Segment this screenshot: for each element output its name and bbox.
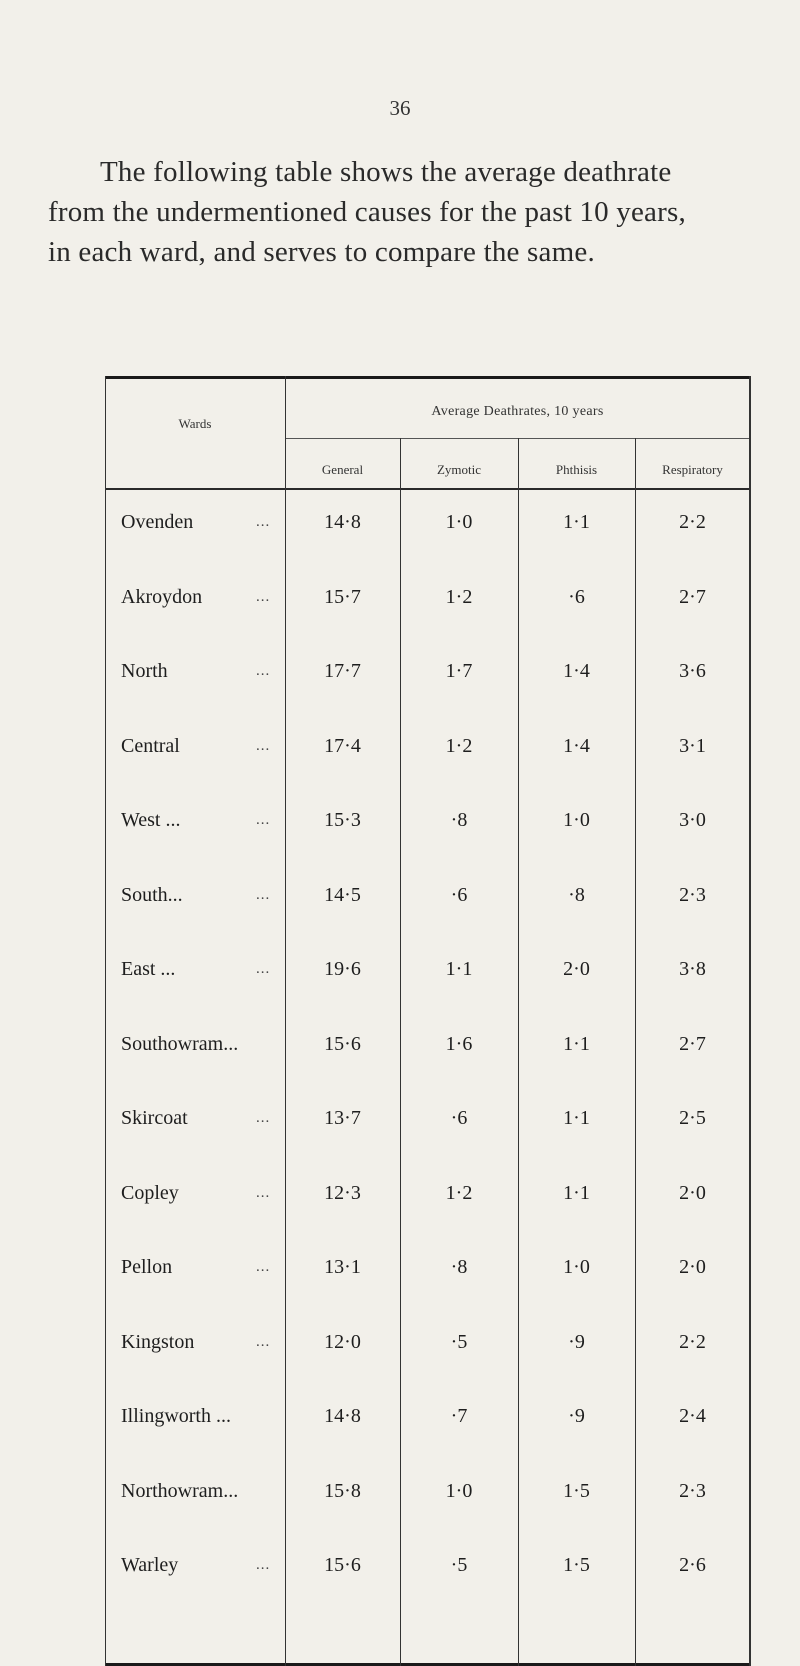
general-rate [285, 1024, 400, 1064]
table-row [105, 651, 750, 691]
general-rate-text: 17·7 [324, 660, 361, 682]
general-rate [285, 1173, 400, 1213]
respiratory-rate [635, 1247, 750, 1287]
table-row [105, 577, 750, 617]
zymotic-rate [400, 577, 518, 617]
phthisis-rate [518, 1471, 635, 1511]
ward-name [121, 726, 281, 766]
respiratory-rate-text: 2·2 [679, 1330, 706, 1353]
general-rate [285, 502, 400, 542]
zymotic-rate [400, 875, 518, 915]
zymotic-rate-text: 1·0 [445, 511, 473, 533]
ward-name-text: West ... [121, 809, 181, 831]
header-wards: Wards [178, 416, 212, 431]
zymotic-rate-text: ·7 [450, 1405, 468, 1427]
respiratory-rate [635, 726, 750, 766]
table-top-rule [105, 376, 750, 379]
general-rate-text: 12·3 [324, 1181, 361, 1204]
phthisis-rate-text: ·6 [568, 585, 585, 608]
respiratory-rate [635, 651, 750, 691]
respiratory-rate-text: 3·6 [679, 660, 706, 682]
ward-name [121, 800, 281, 840]
general-rate [285, 1322, 400, 1362]
intro-line-1: The following table shows the average deathrate [100, 156, 672, 188]
zymotic-rate [400, 1471, 518, 1511]
respiratory-rate-text: 3·8 [679, 958, 706, 980]
phthisis-rate [518, 1545, 635, 1585]
leader-dots: ... [256, 1333, 271, 1350]
ward-name [121, 1098, 281, 1138]
phthisis-rate [518, 1173, 635, 1213]
leader-dots: ... [256, 1557, 271, 1573]
header-bottom-rule [105, 488, 750, 490]
respiratory-rate [635, 1322, 750, 1362]
phthisis-rate [518, 1098, 635, 1138]
table-row [105, 502, 750, 542]
zymotic-rate-text: 1·7 [445, 660, 473, 682]
leader-dots: ... [256, 1110, 271, 1126]
ward-name-text: Illingworth ... [121, 1405, 231, 1427]
respiratory-rate-text: 2·4 [679, 1405, 706, 1427]
ward-name [121, 1024, 281, 1064]
ward-name [121, 577, 281, 617]
zymotic-rate [400, 502, 518, 542]
general-rate [285, 651, 400, 691]
respiratory-rate-text: 2·5 [679, 1107, 706, 1129]
zymotic-rate [400, 1545, 518, 1585]
general-rate-text: 13·1 [324, 1256, 361, 1278]
phthisis-rate-text: 1·4 [563, 660, 590, 682]
ward-name-text: Warley [121, 1554, 179, 1576]
phthisis-rate [518, 800, 635, 840]
zymotic-rate [400, 1024, 518, 1064]
phthisis-rate [518, 726, 635, 766]
zymotic-rate-text: 1·2 [445, 585, 473, 608]
phthisis-rate-text: 1·1 [563, 1181, 590, 1204]
leader-dots: ... [256, 886, 271, 903]
ward-name [121, 502, 281, 542]
intro-line-3: in each ward, and serves to compare the same. [48, 236, 595, 268]
table-row [105, 1545, 750, 1585]
table-row [105, 800, 750, 840]
table-row [105, 726, 750, 766]
respiratory-rate [635, 1024, 750, 1064]
ward-name [121, 1247, 281, 1287]
zymotic-rate-text: 1·6 [445, 1032, 473, 1055]
leader-dots: ... [256, 1259, 271, 1275]
zymotic-rate [400, 1396, 518, 1436]
phthisis-rate [518, 1322, 635, 1362]
ward-name-text: North [121, 660, 168, 682]
zymotic-rate [400, 1173, 518, 1213]
leader-dots: ... [256, 514, 271, 530]
phthisis-rate-text: 2·0 [563, 958, 590, 980]
respiratory-rate [635, 1173, 750, 1213]
general-rate [285, 800, 400, 840]
ward-name-text: Skircoat [121, 1107, 188, 1129]
table-row [105, 1471, 750, 1511]
general-rate [285, 1247, 400, 1287]
general-rate [285, 1396, 400, 1436]
header-zymotic: Zymotic [436, 462, 482, 477]
general-rate-text: 15·3 [324, 809, 361, 831]
respiratory-rate-text: 2·6 [679, 1554, 706, 1576]
respiratory-rate-text: 3·1 [679, 734, 706, 757]
header-general: General [321, 462, 364, 477]
zymotic-rate-text: ·8 [450, 809, 468, 831]
respiratory-rate [635, 1471, 750, 1511]
general-rate-text: 12·0 [324, 1330, 361, 1353]
respiratory-rate [635, 875, 750, 915]
general-rate [285, 1471, 400, 1511]
phthisis-rate [518, 502, 635, 542]
general-rate [285, 1545, 400, 1585]
general-rate-text: 15·7 [324, 585, 361, 608]
phthisis-rate-text: ·9 [568, 1405, 585, 1427]
page-number: 36 [389, 96, 411, 120]
phthisis-rate-text: 1·0 [563, 1256, 590, 1278]
general-rate [285, 1098, 400, 1138]
ward-name-text: South... [121, 883, 183, 906]
ward-name-text: Ovenden [121, 511, 194, 533]
general-rate [285, 875, 400, 915]
phthisis-rate-text: 1·1 [563, 1032, 590, 1055]
ward-name [121, 1471, 281, 1511]
respiratory-rate-text: 2·2 [679, 511, 706, 533]
zymotic-rate-text: ·6 [450, 1107, 468, 1129]
table-row [105, 1173, 750, 1213]
phthisis-rate-text: 1·5 [563, 1479, 590, 1502]
zymotic-rate [400, 1247, 518, 1287]
phthisis-rate [518, 949, 635, 989]
general-rate-text: 14·8 [324, 511, 361, 533]
header-respiratory: Respiratory [662, 462, 723, 477]
ward-name-text: Central [121, 734, 180, 757]
general-rate-text: 15·6 [324, 1554, 361, 1576]
respiratory-rate-text: 2·7 [679, 1032, 706, 1055]
leader-dots: ... [256, 812, 271, 828]
general-rate-text: 17·4 [324, 734, 361, 757]
ward-name [121, 651, 281, 691]
header-average-deathrates: Average Deathrates, 10 years [431, 404, 604, 419]
ward-name [121, 949, 281, 989]
ward-name-text: Copley [121, 1181, 179, 1204]
ward-name [121, 1173, 281, 1213]
general-rate [285, 949, 400, 989]
table-row [105, 1396, 750, 1436]
respiratory-rate [635, 1098, 750, 1138]
ward-name [121, 1322, 281, 1362]
zymotic-rate-text: 1·0 [445, 1479, 473, 1502]
zymotic-rate [400, 1322, 518, 1362]
ward-name-text: Akroydon [121, 585, 203, 608]
respiratory-rate-text: 2·0 [679, 1256, 706, 1278]
general-rate-text: 19·6 [324, 958, 361, 980]
zymotic-rate-text: ·5 [450, 1554, 468, 1576]
ward-name [121, 875, 281, 915]
ward-name [121, 1545, 281, 1585]
zymotic-rate-text: ·5 [450, 1330, 468, 1353]
respiratory-rate [635, 800, 750, 840]
leader-dots: ... [256, 663, 271, 679]
zymotic-rate [400, 651, 518, 691]
ward-name-text: Pellon [121, 1256, 173, 1278]
general-rate [285, 577, 400, 617]
general-rate-text: 14·8 [324, 1405, 361, 1427]
phthisis-rate-text: 1·0 [563, 809, 590, 831]
header-phthisis: Phthisis [555, 462, 598, 477]
table-row [105, 949, 750, 989]
intro-line-2: from the undermentioned causes for the past 10 years, [48, 196, 686, 228]
phthisis-rate [518, 651, 635, 691]
phthisis-rate [518, 875, 635, 915]
zymotic-rate [400, 726, 518, 766]
respiratory-rate-text: 2·3 [679, 883, 706, 906]
phthisis-rate-text: 1·1 [563, 511, 590, 533]
ward-name [121, 1396, 281, 1436]
respiratory-rate [635, 949, 750, 989]
respiratory-rate [635, 577, 750, 617]
leader-dots: ... [256, 961, 271, 977]
phthisis-rate-text: 1·1 [563, 1107, 590, 1129]
general-rate-text: 13·7 [324, 1107, 361, 1129]
phthisis-rate [518, 577, 635, 617]
table-row [105, 1247, 750, 1287]
respiratory-rate [635, 1396, 750, 1436]
respiratory-rate [635, 502, 750, 542]
zymotic-rate-text: ·8 [450, 1256, 468, 1278]
ward-name-text: Southowram... [121, 1032, 239, 1055]
leader-dots: ... [256, 588, 271, 605]
zymotic-rate-text: 1·1 [445, 958, 473, 980]
zymotic-rate-text: ·6 [450, 883, 468, 906]
zymotic-rate [400, 800, 518, 840]
leader-dots: ... [256, 737, 271, 754]
intro-paragraph [48, 152, 768, 272]
respiratory-rate-text: 3·0 [679, 809, 706, 831]
respiratory-rate-text: 2·7 [679, 585, 706, 608]
ward-name-text: East ... [121, 958, 176, 980]
zymotic-rate-text: 1·2 [445, 1181, 473, 1204]
respiratory-rate-text: 2·0 [679, 1181, 706, 1204]
table-row [105, 1322, 750, 1362]
general-rate [285, 726, 400, 766]
general-rate-text: 14·5 [324, 883, 361, 906]
respiratory-rate-text: 2·3 [679, 1479, 706, 1502]
zymotic-rate-text: 1·2 [445, 734, 473, 757]
ward-name-text: Kingston [121, 1330, 195, 1353]
phthisis-rate-text: ·9 [568, 1330, 585, 1353]
phthisis-rate [518, 1247, 635, 1287]
zymotic-rate [400, 949, 518, 989]
table-row [105, 1024, 750, 1064]
phthisis-rate-text: ·8 [568, 883, 585, 906]
table-row [105, 875, 750, 915]
respiratory-rate [635, 1545, 750, 1585]
ward-name-text: Northowram... [121, 1479, 239, 1502]
phthisis-rate [518, 1024, 635, 1064]
phthisis-rate-text: 1·5 [563, 1554, 590, 1576]
general-rate-text: 15·6 [324, 1032, 361, 1055]
phthisis-rate-text: 1·4 [563, 734, 590, 757]
table-row [105, 1098, 750, 1138]
phthisis-rate [518, 1396, 635, 1436]
zymotic-rate [400, 1098, 518, 1138]
leader-dots: ... [256, 1184, 271, 1201]
general-rate-text: 15·8 [324, 1479, 361, 1502]
